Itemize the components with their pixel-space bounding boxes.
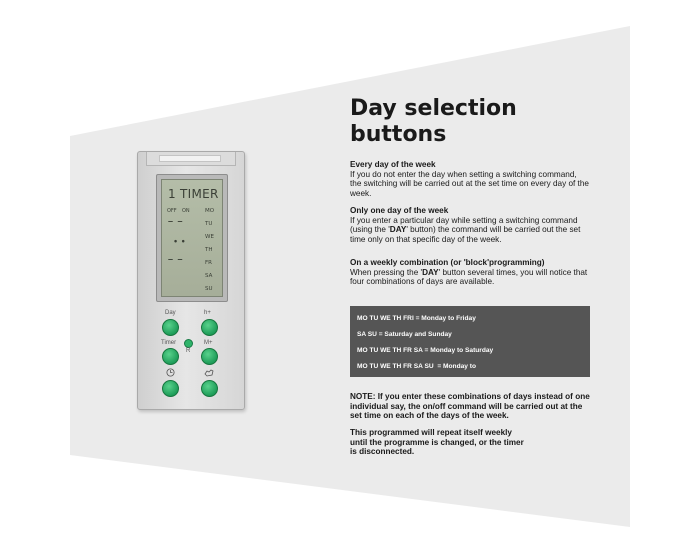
- section-body-part: ' button several times, you will notice that four combinations of days are available.: [350, 267, 588, 287]
- section-every-day: [350, 160, 590, 198]
- section-heading: Every day of the week: [350, 160, 436, 169]
- lcd-day-su: SU: [205, 286, 213, 292]
- lcd-day-we: WE: [205, 234, 214, 240]
- lcd-display: [161, 179, 223, 297]
- section-body: If you do not enter the day when setting a switching command, the switching will be carried out at the set time on every day of the week.: [350, 169, 589, 198]
- note-text: NOTE: If you enter these combinations of days instead of one individual say, the on/off command will be carried out at the set time on each of the days of the week.: [350, 392, 590, 421]
- lcd-on-label: ON: [182, 208, 190, 214]
- lcd-day-th: TH: [205, 247, 213, 253]
- hand-icon: [204, 368, 214, 377]
- timer-button-label: Timer: [161, 340, 177, 346]
- device-top-clip: [146, 152, 236, 166]
- lcd-off-label: OFF: [167, 208, 177, 214]
- lcd-frame: [156, 174, 228, 302]
- h-plus-button[interactable]: [201, 319, 218, 336]
- manual-button[interactable]: [201, 380, 218, 397]
- lcd-day-sa: SA: [205, 273, 213, 279]
- lcd-timer-text: 1 TIMER: [168, 187, 219, 201]
- section-body-part: When pressing the ': [350, 267, 423, 277]
- day-keyword: DAY: [389, 225, 407, 235]
- reset-label: R: [186, 348, 191, 354]
- section-body-part: ' button) the command will be carried out the set time only on that specific day of the week.: [350, 225, 581, 244]
- timer-device: [137, 151, 245, 410]
- lcd-day-fr: FR: [205, 260, 212, 266]
- combination-item: MO TU WE TH FR SA SU = Monday to: [357, 363, 476, 370]
- combination-item: MO TU WE TH FR SA = Monday to Saturday: [357, 347, 494, 354]
- m-plus-button[interactable]: [201, 348, 218, 365]
- lcd-segment-3: – –: [168, 254, 184, 264]
- section-weekly-combination: [350, 258, 590, 287]
- section-heading: Only one day of the week: [350, 206, 449, 215]
- section-heading: On a weekly combination (or 'block'programming): [350, 258, 545, 267]
- section-body-part: If you enter a particular day while setting a switching command (using the ': [350, 215, 578, 235]
- h-plus-button-label: h+: [204, 310, 211, 316]
- day-button-label: Day: [165, 310, 176, 316]
- section-one-day: [350, 206, 590, 244]
- section-body: [350, 268, 590, 287]
- lcd-day-mo: MO: [205, 208, 215, 214]
- lcd-segment-2: • •: [174, 236, 186, 246]
- page-title: Day selection buttons: [350, 96, 517, 147]
- repeat-note: This programmed will repeat itself weekly until the programme is changed, or the timer is disconnected.: [350, 428, 524, 457]
- status-led: [184, 339, 193, 348]
- lcd-segment-1: – –: [168, 216, 184, 226]
- combinations-box: [350, 306, 590, 377]
- clock-button[interactable]: [162, 380, 179, 397]
- lcd-day-tu: TU: [205, 221, 213, 227]
- section-body: [350, 216, 590, 245]
- day-button[interactable]: [162, 319, 179, 336]
- timer-button[interactable]: [162, 348, 179, 365]
- combination-item: SA SU = Saturday and Sunday: [357, 331, 452, 338]
- combination-item: MO TU WE TH FRI = Monday to Friday: [357, 315, 476, 322]
- m-plus-button-label: M+: [204, 340, 213, 346]
- clock-icon: [166, 368, 175, 377]
- day-keyword: DAY: [422, 267, 439, 277]
